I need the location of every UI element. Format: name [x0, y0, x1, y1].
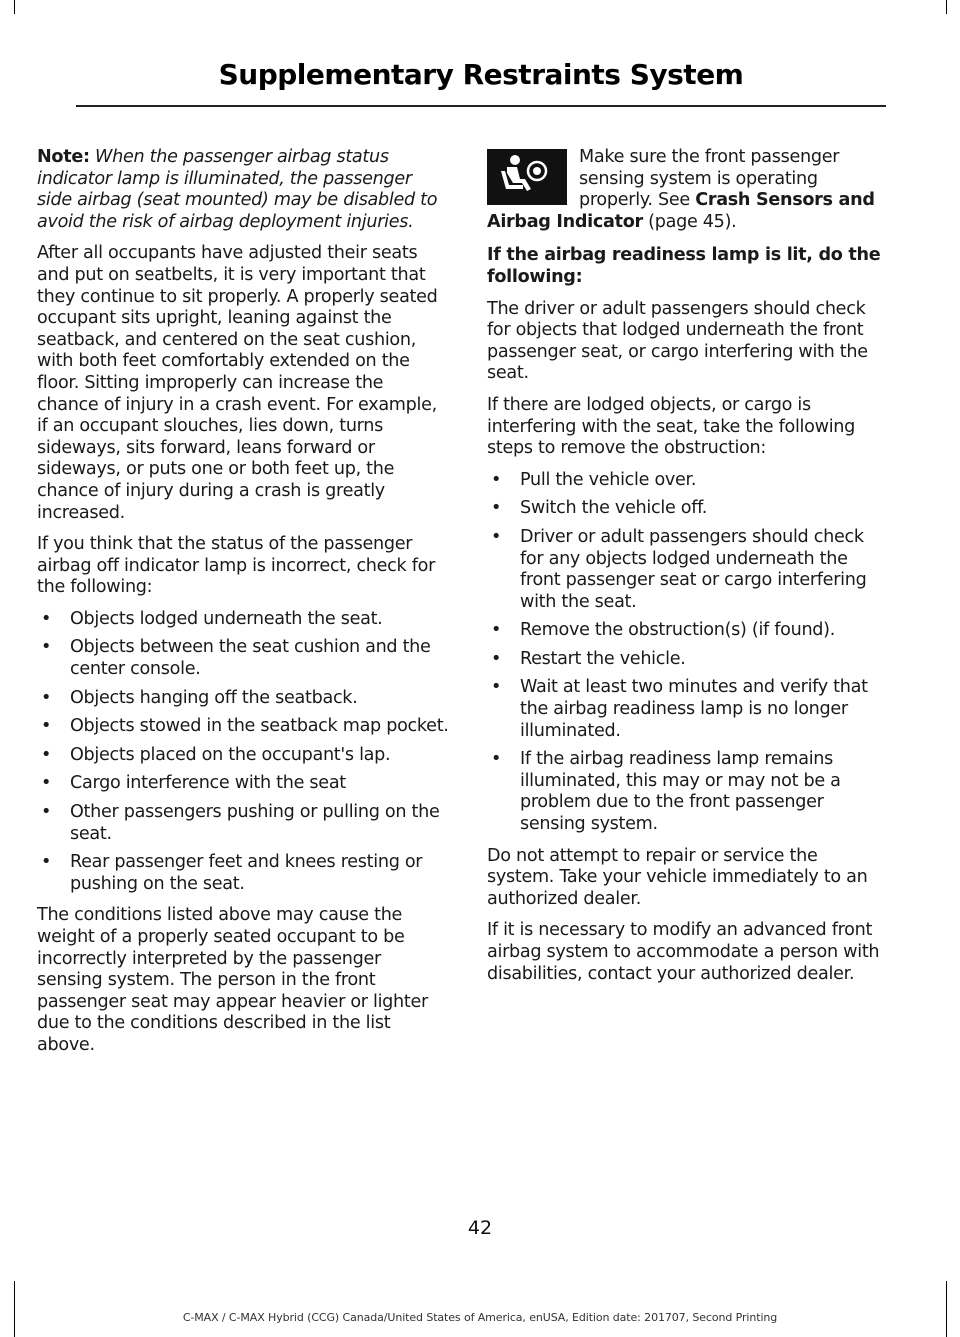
list-item: • Objects placed on the occupant's lap. — [41, 744, 391, 765]
checklist-left — [37, 609, 449, 896]
footer-edition: C-MAX / C-MAX Hybrid (CCG) Canada/United States of America, enUSA, Edition date: 201707, Second Printing — [182, 1311, 778, 1324]
paragraph-check-following: If you think that the status of the passenger airbag off indicator lamp is incorrect, check for the following: — [37, 534, 436, 598]
page-title: Supplementary Restraints System — [218, 58, 744, 91]
list-item: • Cargo interference with the seat — [41, 773, 346, 794]
paragraph-disabilities: If it is necessary to modify an advanced front airbag system to accommodate a person with disabilities, contact your authorized dealer. — [487, 920, 880, 984]
bullet-glyph: • — [41, 716, 52, 737]
bullet-glyph: • — [41, 687, 52, 708]
bullet-glyph: • — [491, 648, 502, 669]
list-item: • Pull the vehicle over. — [491, 469, 697, 490]
list-item: • Rear passenger feet and knees resting or pushing on the seat. — [41, 852, 423, 894]
note-text: When the passenger airbag status indicator lamp is illuminated, the passenger side airbag (seat mounted) may be disabled to avoid the risk of airbag deployment injuries. — [37, 147, 438, 232]
bullet-glyph: • — [41, 802, 52, 823]
icon-paragraph: Make sure the front passenger sensing system is operating properly. See Crash Sensors and Airbag Indicator (page 45). — [487, 147, 875, 232]
crop-mark-top-right-v — [946, 0, 947, 14]
left-column — [37, 147, 449, 1067]
list-item: • Wait at least two minutes and verify that the airbag readiness lamp is no longer illuminated. — [491, 677, 868, 741]
list-item: • Objects hanging off the seatback. — [41, 687, 358, 708]
crop-mark-top-left-v — [14, 0, 15, 14]
list-item: • Driver or adult passengers should check for any objects lodged underneath the front passenger seat or cargo interfering with the seat. — [491, 526, 867, 612]
bullet-glyph: • — [41, 637, 52, 658]
bullet-glyph: • — [41, 744, 52, 765]
list-item: • Objects lodged underneath the seat. — [41, 608, 383, 629]
crop-mark-bottom-right-v — [946, 1281, 947, 1337]
list-item: • Switch the vehicle off. — [491, 498, 708, 519]
list-item: • Other passengers pushing or pulling on the seat. — [41, 802, 440, 844]
paragraph-sitting-properly: After all occupants have adjusted their seats and put on seatbelts, it is very important that they continue to sit properly. A properly seated occupant sits upright, leaning against the seatback, and centered on the seat cushion, with both feet comfortably extended on the floor. Sitting improperly can increase the chance of injury in a crash event. For example, if an occupant slouches, lies down, turns sideways, sits forward, leans forward or sideways, or puts one or both feet up, the chance of injury during a crash is greatly increased. — [37, 243, 438, 523]
bullet-glyph: • — [41, 852, 52, 873]
list-item: • If the airbag readiness lamp remains illuminated, this may or may not be a problem due to the front passenger sensing system. — [491, 749, 841, 835]
note-paragraph — [37, 147, 449, 233]
steps-list — [487, 470, 882, 836]
paragraph-do-not-repair: Do not attempt to repair or service the system. Take your vehicle immediately to an authorized dealer. — [487, 845, 868, 909]
paragraph-conditions: The conditions listed above may cause the weight of a properly seated occupant to be incorrectly interpreted by the passenger sensing system. The person in the front passenger seat may appear heavier or lighter due to the conditions described in the list above. — [37, 905, 428, 1055]
paragraph-check-objects: The driver or adult passengers should check for objects that lodged underneath the front passenger seat, or cargo interfering with the seat. — [487, 298, 868, 384]
right-column — [487, 147, 882, 995]
page-number: 42 — [467, 1217, 493, 1239]
bullet-glyph: • — [491, 620, 502, 641]
paragraph-steps-intro: If there are lodged objects, or cargo is interfering with the seat, take the following steps to remove the obstruction: — [487, 394, 856, 459]
bullet-glyph: • — [491, 677, 502, 698]
header-divider — [76, 105, 886, 107]
airbag-warning-icon — [487, 149, 567, 205]
crop-mark-bottom-left-v — [14, 1281, 15, 1337]
section-heading: If the airbag readiness lamp is lit, do the following: — [487, 245, 881, 287]
bullet-glyph: • — [491, 749, 502, 770]
bullet-glyph: • — [491, 498, 502, 519]
bullet-glyph: • — [41, 773, 52, 794]
list-item: • Objects between the seat cushion and the center console. — [41, 637, 431, 680]
bullet-glyph: • — [491, 469, 502, 490]
note-label: Note: — [37, 147, 90, 167]
bullet-glyph: • — [491, 526, 502, 547]
list-item: • Remove the obstruction(s) (if found). — [491, 620, 836, 641]
list-item: • Restart the vehicle. — [491, 648, 686, 669]
bullet-glyph: • — [41, 608, 52, 629]
list-item: • Objects stowed in the seatback map pocket. — [41, 716, 449, 737]
cross-reference-link[interactable]: Crash Sensors and Airbag Indicator — [487, 190, 875, 232]
